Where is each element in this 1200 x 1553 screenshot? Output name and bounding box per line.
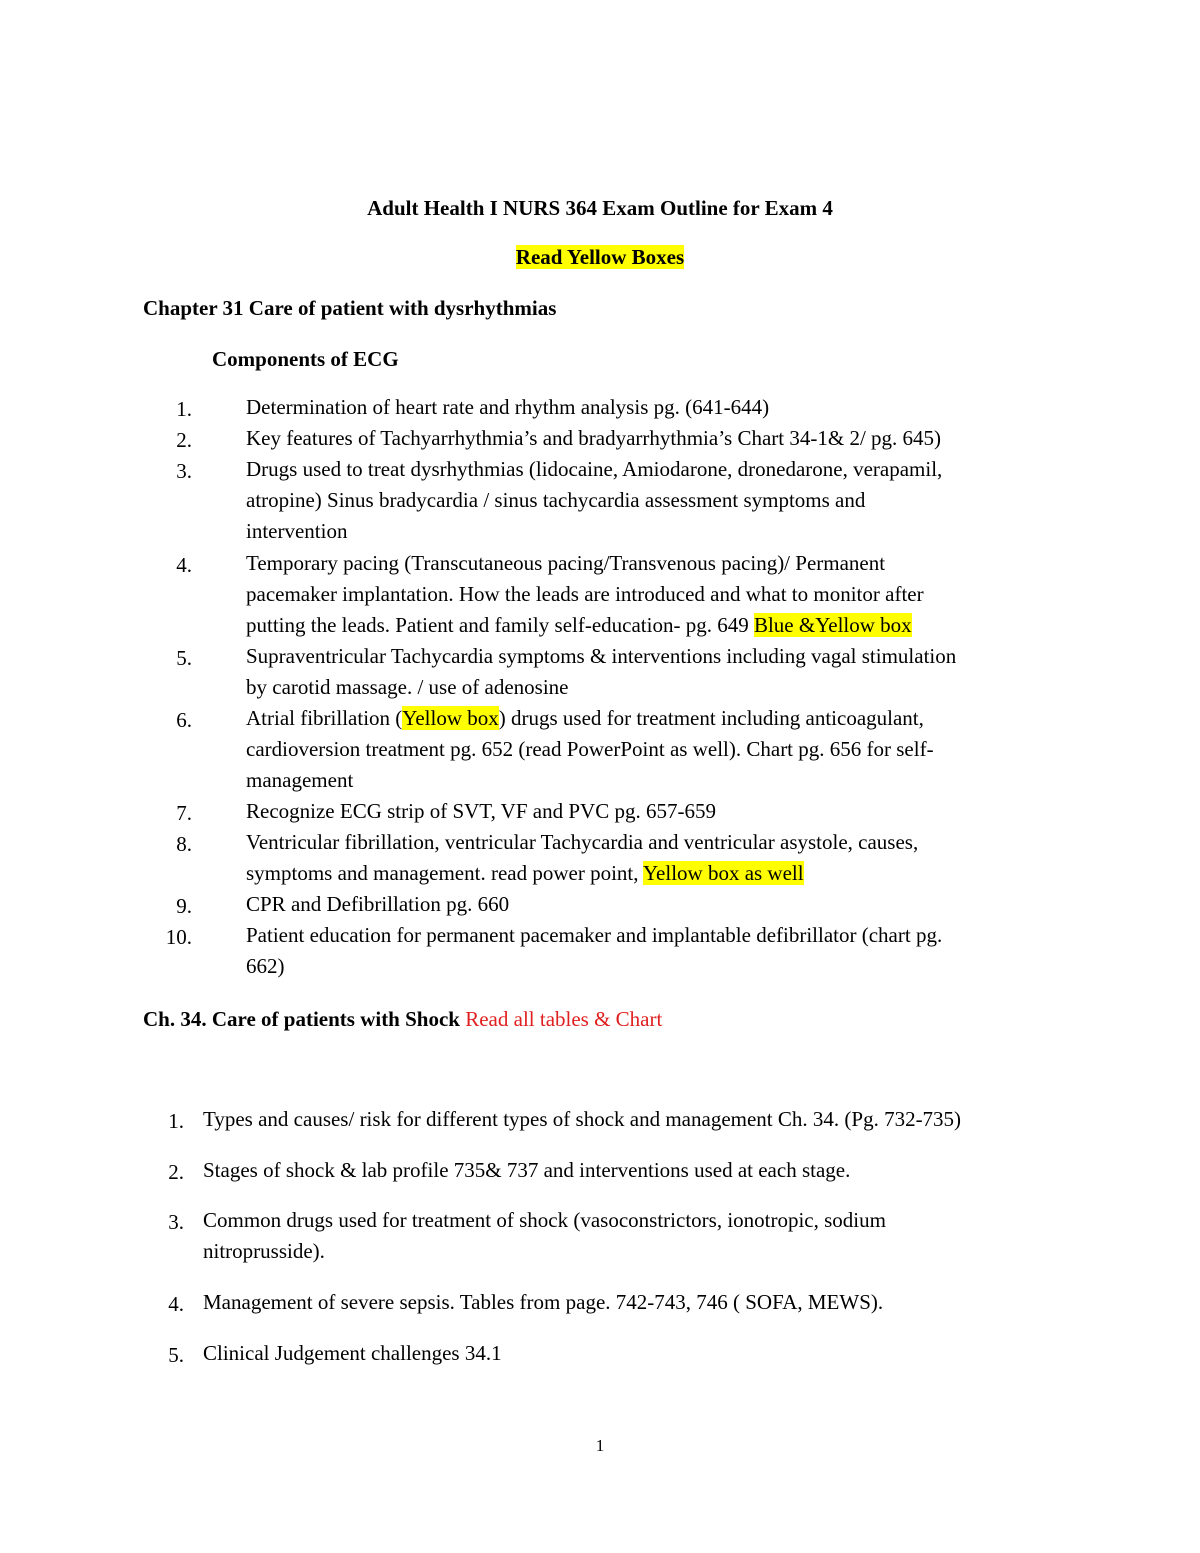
list-item-line: Temporary pacing (Transcutaneous pacing/Transvenous pacing)/ Permanent xyxy=(246,551,886,575)
list-item-number: 8. xyxy=(176,832,192,856)
list-item-number: 4. xyxy=(176,553,192,577)
list-item-line: Stages of shock & lab profile 735& 737 and interventions used at each stage. xyxy=(203,1158,851,1182)
page-title: Adult Health I NURS 364 Exam Outline for Exam 4 xyxy=(367,196,833,220)
list-item-text: putting the leads. Patient and family self-education- pg. 649 xyxy=(246,613,754,637)
list-item-text: ) drugs used for treatment including anticoagulant, xyxy=(498,706,924,730)
list-item-number: 2. xyxy=(176,428,192,452)
page-number: 1 xyxy=(595,1436,605,1455)
list-item xyxy=(246,423,1096,454)
list-item-number: 4. xyxy=(168,1292,184,1316)
list-item xyxy=(246,548,1096,641)
list-item-line: intervention xyxy=(246,519,348,543)
list-item-number: 3. xyxy=(176,459,192,483)
list-item-line xyxy=(246,858,1096,889)
list-item-number: 10. xyxy=(165,925,192,949)
list-item xyxy=(246,641,1096,703)
list-item-line: 662) xyxy=(246,954,285,978)
chapter34-heading-line xyxy=(143,1007,662,1032)
highlighted-text: Blue &Yellow box xyxy=(753,613,912,637)
list-item-number: 2. xyxy=(168,1160,184,1184)
list-item-line: pacemaker implantation. How the leads are introduced and what to monitor after xyxy=(246,582,924,606)
list-item-line: management xyxy=(246,768,354,792)
list-item-line: Ventricular fibrillation, ventricular Tachycardia and ventricular asystole, causes, xyxy=(246,830,919,854)
list-item-line: by carotid massage. / use of adenosine xyxy=(246,675,569,699)
list-item-line: Drugs used to treat dysrhythmias (lidocaine, Amiodarone, dronedarone, verapamil, xyxy=(246,457,943,481)
list-item-line: Key features of Tachyarrhythmia’s and bradyarrhythmia’s Chart 34-1& 2/ pg. 645) xyxy=(246,426,942,450)
list-item-line: Common drugs used for treatment of shock (vasoconstrictors, ionotropic, sodium xyxy=(203,1208,886,1232)
list-item xyxy=(203,1338,1103,1369)
list-item-line: Recognize ECG strip of SVT, VF and PVC pg. 657-659 xyxy=(246,799,716,823)
list-item xyxy=(203,1287,1103,1318)
list-item-number: 1. xyxy=(176,397,192,421)
list-item xyxy=(203,1205,1103,1267)
list-item-line: Patient education for permanent pacemaker and implantable defibrillator (chart pg. xyxy=(246,923,943,947)
chapter34-note: Read all tables & Chart xyxy=(465,1007,663,1031)
list-item-number: 5. xyxy=(176,646,192,670)
list-item xyxy=(246,392,1096,423)
list-item-text: Atrial fibrillation ( xyxy=(246,706,403,730)
list-item-number: 5. xyxy=(168,1343,184,1367)
list-item-number: 9. xyxy=(176,894,192,918)
list-item xyxy=(246,920,1096,982)
chapter31-subheading: Components of ECG xyxy=(212,347,399,371)
read-yellow-boxes-note xyxy=(0,245,1200,270)
list-item xyxy=(203,1104,1103,1135)
list-item-line: cardioversion treatment pg. 652 (read PowerPoint as well). Chart pg. 656 for self- xyxy=(246,737,934,761)
list-item-text: symptoms and management. read power point, xyxy=(246,861,643,885)
chapter31-heading: Chapter 31 Care of patient with dysrhythmias xyxy=(143,296,557,320)
list-item xyxy=(246,454,1096,547)
list-item-number: 6. xyxy=(176,708,192,732)
subtitle-highlight: Read Yellow Boxes xyxy=(515,245,685,269)
list-item-line: Determination of heart rate and rhythm analysis pg. (641-644) xyxy=(246,395,770,419)
list-item-line xyxy=(246,610,1096,641)
list-item xyxy=(246,827,1096,889)
list-item-number: 7. xyxy=(176,801,192,825)
list-item xyxy=(203,1155,1103,1186)
list-item-number: 3. xyxy=(168,1210,184,1234)
list-item-line: CPR and Defibrillation pg. 660 xyxy=(246,892,510,916)
chapter34-heading: Ch. 34. Care of patients with Shock xyxy=(143,1007,460,1031)
list-item xyxy=(246,796,1096,827)
list-item-line xyxy=(246,703,1096,734)
list-item-line: Management of severe sepsis. Tables from page. 742-743, 746 ( SOFA, MEWS). xyxy=(203,1290,884,1314)
highlighted-text: Yellow box xyxy=(402,706,499,730)
list-item-line: Types and causes/ risk for different types of shock and management Ch. 34. (Pg. 732-735) xyxy=(203,1107,962,1131)
list-item xyxy=(246,703,1096,796)
list-item-line: Clinical Judgement challenges 34.1 xyxy=(203,1341,502,1365)
list-item xyxy=(246,889,1096,920)
list-item-number: 1. xyxy=(168,1109,184,1133)
list-item-line: atropine) Sinus bradycardia / sinus tachycardia assessment symptoms and xyxy=(246,488,866,512)
list-item-line: Supraventricular Tachycardia symptoms & interventions including vagal stimulation xyxy=(246,644,957,668)
list-item-line: nitroprusside). xyxy=(203,1239,325,1263)
highlighted-text: Yellow box as well xyxy=(642,861,804,885)
